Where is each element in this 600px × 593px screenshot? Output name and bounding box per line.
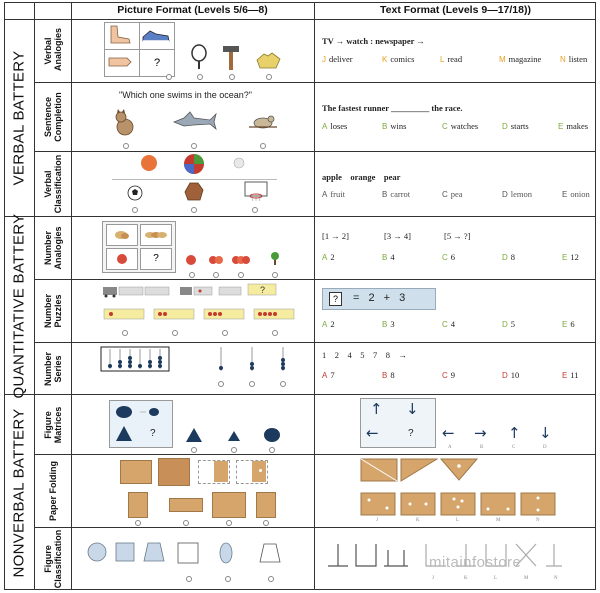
triangle-icon <box>112 424 140 444</box>
abacus-rod-icon <box>247 345 257 373</box>
down-arrow-icon: ↓ <box>539 424 552 442</box>
answer-letter: C <box>512 445 516 450</box>
equation-text: = 2 + 3 <box>353 292 406 304</box>
up-arrow-icon: ↑ <box>370 400 383 418</box>
divider <box>35 151 596 152</box>
answer-bubble[interactable] <box>135 520 141 526</box>
folded-outline <box>198 460 230 484</box>
analogy-cell <box>140 224 172 246</box>
subtest-label: Verbal Classification <box>43 154 63 214</box>
answer-option[interactable]: D 5 <box>502 319 516 329</box>
answer-bubble[interactable] <box>186 576 192 582</box>
circle-icon <box>262 426 282 444</box>
answer-letter: B <box>480 445 484 450</box>
triangle-icon <box>184 426 204 444</box>
divider <box>35 527 596 528</box>
analogy-cell <box>106 248 138 270</box>
golf-ball-icon <box>232 156 246 170</box>
small-ellipse-icon <box>140 402 168 422</box>
fold-answer-icon <box>480 492 516 516</box>
answer-option[interactable]: C pea <box>442 189 463 199</box>
nonverbal-battery-label: NONVERBAL BATTERY <box>10 407 28 578</box>
left-arrow-icon: ← <box>366 424 379 442</box>
up-arrow-icon: ↑ <box>508 424 521 442</box>
divider <box>35 82 596 83</box>
answer-paper <box>212 492 246 518</box>
hammer-icon <box>220 44 242 72</box>
answer-letter: N <box>554 576 558 581</box>
answer-option[interactable]: D lemon <box>502 189 533 199</box>
answer-letter: K <box>416 518 420 523</box>
answer-bubble[interactable] <box>229 74 235 80</box>
folded-outline <box>236 460 268 484</box>
answer-bubble[interactable] <box>213 272 219 278</box>
answer-bubble[interactable] <box>189 272 195 278</box>
series-stem: 1 2 4 5 7 8 → <box>322 350 407 360</box>
subtest-label: Figure Matrices <box>43 406 63 443</box>
apples-icon <box>206 252 226 266</box>
answer-bubble[interactable] <box>225 576 231 582</box>
answer-bubble[interactable] <box>269 447 275 453</box>
question-stem: TV → watch : newspaper → <box>322 36 425 46</box>
fold-answer-icon <box>440 492 476 516</box>
answer-bubble[interactable] <box>280 381 286 387</box>
answer-option[interactable]: E 12 <box>562 252 579 262</box>
answer-bubble[interactable] <box>191 143 197 149</box>
answer-option[interactable]: K comics <box>382 54 415 64</box>
train-icon <box>178 284 214 298</box>
beach-ball-icon <box>182 152 206 176</box>
question-mark: ? <box>150 428 156 439</box>
small-triangle-icon <box>226 429 242 443</box>
watermark: mitainfostore <box>429 554 522 571</box>
answer-bubble[interactable] <box>191 207 197 213</box>
bird-icon <box>247 110 279 134</box>
answer-letter: J <box>432 576 434 581</box>
answer-bubble[interactable] <box>231 447 237 453</box>
ellipse-shape-icon <box>218 541 234 565</box>
cat-icon <box>110 107 140 137</box>
answer-car-icon <box>202 307 246 321</box>
answer-bubble[interactable] <box>268 576 274 582</box>
unknown-box: ? <box>329 292 342 306</box>
answer-letter: N <box>536 518 540 523</box>
answer-bubble[interactable] <box>260 143 266 149</box>
paper-square <box>120 460 152 484</box>
answer-option[interactable]: C 4 <box>442 319 456 329</box>
answer-bubble[interactable] <box>183 520 189 526</box>
divider <box>314 2 315 590</box>
fold-step-icon <box>440 458 478 482</box>
answer-option[interactable]: B 8 <box>382 370 395 380</box>
answer-paper <box>169 498 203 512</box>
tree-icon <box>266 250 284 266</box>
right-arrow-icon: → <box>474 424 487 442</box>
answer-option[interactable]: E 6 <box>562 319 575 329</box>
answer-option[interactable]: E 11 <box>562 370 579 380</box>
abacus-rod-icon <box>278 345 288 373</box>
answer-bubble[interactable] <box>266 74 272 80</box>
answer-bubble[interactable] <box>249 381 255 387</box>
fold-answer-icon <box>520 492 556 516</box>
fold-answer-icon <box>400 492 436 516</box>
picture-format-header: Picture Format (Levels 5/6—8) <box>117 4 268 16</box>
answer-option[interactable]: D 8 <box>502 252 516 262</box>
answer-option[interactable]: A 7 <box>322 370 335 380</box>
verbal-battery-label: VERBAL BATTERY <box>10 50 28 186</box>
answer-paper <box>256 492 276 518</box>
question-car-icon <box>246 281 278 297</box>
answer-car-icon <box>152 307 196 321</box>
down-arrow-icon: ↓ <box>406 400 419 418</box>
trapezoid-outline-icon <box>258 542 282 564</box>
number-pair: [3 → 4] <box>384 231 411 241</box>
baseball-glove-icon <box>182 180 206 202</box>
answer-option[interactable]: B 3 <box>382 319 395 329</box>
subtest-label: Sentence Completion <box>43 92 63 142</box>
foot-icon <box>105 23 135 45</box>
square-outline-icon <box>176 541 200 565</box>
answer-option[interactable]: A 2 <box>322 319 335 329</box>
answer-option[interactable]: N listen <box>560 54 588 64</box>
analogy-cell <box>104 49 140 77</box>
train-car-icon <box>217 284 243 298</box>
folded-paper <box>158 458 190 486</box>
answer-bubble[interactable] <box>218 381 224 387</box>
answer-letter: L <box>456 518 460 523</box>
answer-letter: M <box>496 518 501 523</box>
question-stem: The fastest runner _________ the race. <box>322 103 463 113</box>
divider <box>35 342 596 343</box>
orange-ball-icon <box>139 153 159 173</box>
answer-option[interactable]: E makes <box>558 121 589 131</box>
circle-shape-icon <box>86 541 108 563</box>
line-figures-icon <box>326 540 416 570</box>
answer-bubble[interactable] <box>226 520 232 526</box>
square-shape-icon <box>114 541 136 563</box>
divider <box>35 279 596 280</box>
ellipse-icon <box>112 402 140 422</box>
quantitative-battery-label: QUANTITATIVE BATTERY <box>10 213 28 398</box>
answer-bubble[interactable] <box>263 520 269 526</box>
tennis-racket-icon <box>188 44 210 70</box>
question-cell: ? <box>140 248 172 270</box>
answer-bubble[interactable] <box>191 447 197 453</box>
subtest-label: Number Series <box>43 351 63 386</box>
answer-bubble[interactable] <box>122 330 128 336</box>
question-mark: ? <box>408 428 414 439</box>
answer-bubble[interactable] <box>222 330 228 336</box>
answer-option[interactable]: B carrot <box>382 189 411 199</box>
trapezoid-shape-icon <box>142 541 166 563</box>
subtest-label: Verbal Analogies <box>43 27 63 71</box>
answer-bubble[interactable] <box>123 143 129 149</box>
question-stem: apple orange pear <box>322 172 401 182</box>
sentence-prompt: "Which one swims in the ocean?" <box>119 90 252 100</box>
answer-option[interactable]: B 4 <box>382 252 395 262</box>
answer-option[interactable]: A fruit <box>322 189 345 199</box>
analogy-cell <box>139 22 175 50</box>
answer-option[interactable]: L read <box>440 54 463 64</box>
answer-bubble[interactable] <box>252 207 258 213</box>
answer-letter: A <box>448 445 452 450</box>
answer-bubble[interactable] <box>272 330 278 336</box>
answer-letter: K <box>464 576 468 581</box>
answer-option[interactable]: C 9 <box>442 370 456 380</box>
equation-box <box>322 288 436 310</box>
question-cell: ? <box>139 49 175 77</box>
train-icon <box>101 284 171 298</box>
divider <box>4 216 596 217</box>
answer-letter: M <box>524 576 529 581</box>
answer-option[interactable]: E onion <box>562 189 590 199</box>
ability-test-chart <box>4 2 596 590</box>
subtest-label: Paper Folding <box>48 461 58 522</box>
answer-option[interactable]: M magazine <box>499 54 542 64</box>
answer-option[interactable]: D starts <box>502 121 529 131</box>
answer-car-icon <box>252 307 296 321</box>
answer-option[interactable]: D 10 <box>502 370 520 380</box>
answer-bubble[interactable] <box>172 330 178 336</box>
shark-icon <box>172 110 218 132</box>
apple-icon <box>182 252 200 266</box>
answer-bubble[interactable] <box>132 207 138 213</box>
apples-icon <box>230 252 252 266</box>
fold-step-icon <box>400 458 438 482</box>
divider <box>4 19 596 20</box>
number-pair: [1 → 2] <box>322 231 349 241</box>
divider <box>35 454 596 455</box>
answer-letter: D <box>543 445 547 450</box>
answer-bubble[interactable] <box>272 272 278 278</box>
fold-answer-icon <box>360 492 396 516</box>
subtest-label: Number Puzzles <box>43 294 63 329</box>
answer-option[interactable]: C watches <box>442 121 479 131</box>
answer-option[interactable]: A loses <box>322 121 348 131</box>
answer-bubble[interactable] <box>166 74 172 80</box>
soccer-ball-icon <box>126 184 144 202</box>
abacus-rod-icon <box>216 345 226 373</box>
left-arrow-icon: ← <box>442 424 455 442</box>
divider <box>4 394 596 395</box>
basketball-hoop-icon <box>242 180 270 202</box>
answer-option[interactable]: A 2 <box>322 252 335 262</box>
divider <box>71 2 72 590</box>
answer-option[interactable]: C 6 <box>442 252 456 262</box>
answer-option[interactable]: B wins <box>382 121 407 131</box>
glove-icon <box>254 50 282 72</box>
number-pair: [5 → ?] <box>444 231 471 241</box>
subtest-label: Number Analogies <box>43 226 63 270</box>
subtest-label: Figure Classification <box>43 529 63 589</box>
shoe-icon <box>140 23 172 45</box>
text-format-header: Text Format (Levels 9—17/18)) <box>380 4 531 16</box>
abacus-icon <box>100 346 170 372</box>
svg-text:?: ? <box>260 285 266 295</box>
answer-paper <box>128 492 148 518</box>
analogy-cell <box>106 224 138 246</box>
answer-bubble[interactable] <box>238 272 244 278</box>
answer-bubble[interactable] <box>197 74 203 80</box>
answer-option[interactable]: J deliver <box>322 54 353 64</box>
answer-letter: J <box>376 518 378 523</box>
hand-icon <box>105 50 135 72</box>
answer-car-icon <box>102 307 146 321</box>
analogy-cell <box>104 22 140 50</box>
fold-step-icon <box>360 458 398 482</box>
answer-letter: L <box>494 576 498 581</box>
